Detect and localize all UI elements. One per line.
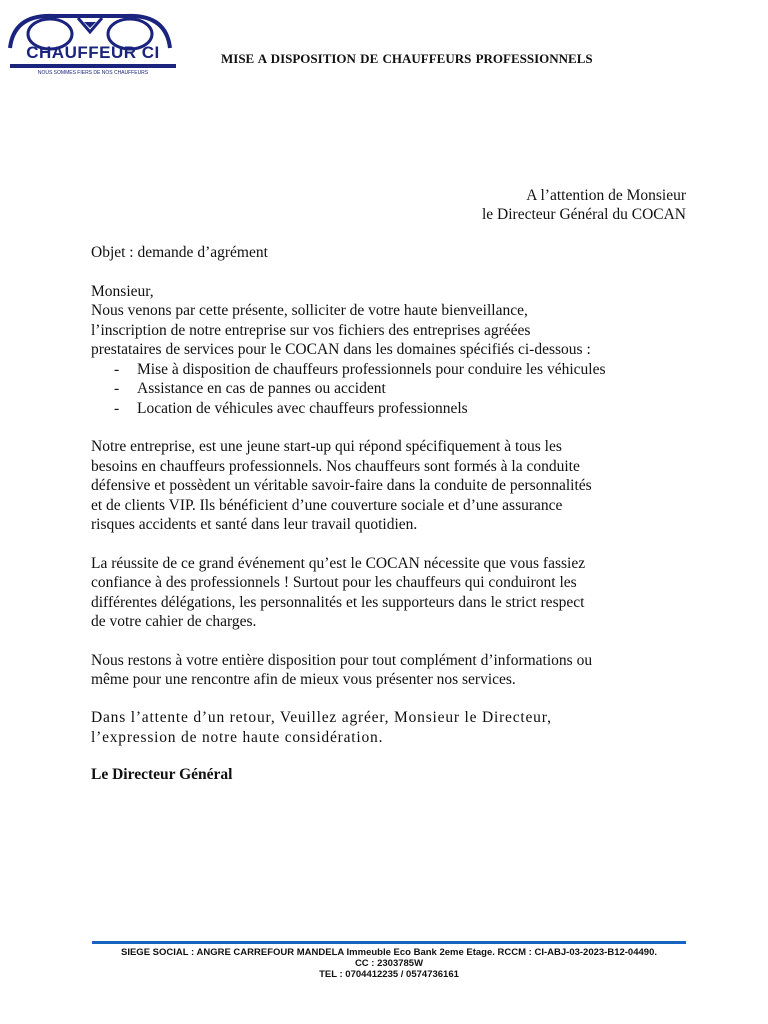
- signature-title: Le Directeur Général: [91, 765, 233, 783]
- salutation: Monsieur,: [91, 282, 154, 300]
- footer-address: SIEGE SOCIAL : ANGRE CARREFOUR MANDELA Immeuble Eco Bank 2eme Etage. RCCM : CI-ABJ-03-2023-B12-04490.: [121, 947, 657, 958]
- company-description-paragraph: [91, 437, 691, 535]
- intro-line: l’inscription de notre entreprise sur vos fichiers des entreprises agréées: [91, 321, 531, 339]
- logo-name: CHAUFFEUR CI: [26, 43, 160, 62]
- service-item: [91, 379, 691, 399]
- recipient-line-2: le Directeur Général du COCAN: [481, 206, 686, 223]
- paragraph-line: et de clients VIP. Ils bénéficient d’une couverture sociale et d’une assurance: [91, 496, 563, 514]
- intro-paragraph: [91, 282, 691, 419]
- paragraph-line: Notre entreprise, est une jeune start-up qui répond spécifiquement à tous les: [91, 438, 562, 455]
- recipient-block: [482, 186, 686, 224]
- subject-line: Objet : demande d’agrément: [91, 244, 268, 261]
- paragraph-line: La réussite de ce grand événement qu’est le COCAN nécessite que vous fassiez: [91, 554, 586, 572]
- bullet-dash: -: [114, 380, 120, 397]
- letter-body: [91, 243, 691, 784]
- closing-paragraph: [91, 708, 691, 748]
- footer-info: [92, 947, 686, 980]
- paragraph-line: besoins en chauffeurs professionnels. Nos chauffeurs sont formés à la conduite: [91, 457, 580, 475]
- service-item: [91, 360, 691, 380]
- logo-tagline: NOUS SOMMES FIERS DE NOS CHAUFFEURS: [37, 70, 149, 76]
- closing-line: l’expression de notre haute considération.: [91, 728, 384, 746]
- logo-underline: [10, 64, 176, 68]
- company-logo: [4, 6, 176, 76]
- paragraph-line: risques accidents et santé dans leur travail quotidien.: [91, 516, 418, 533]
- event-paragraph: [91, 554, 691, 632]
- availability-paragraph: [91, 651, 691, 690]
- service-item: [91, 399, 691, 419]
- service-item-text: Mise à disposition de chauffeurs professionnels pour conduire les véhicules: [137, 360, 606, 378]
- footer-divider: [92, 941, 686, 944]
- paragraph-line: confiance à des professionnels ! Surtout pour les chauffeurs qui conduiront les: [91, 574, 577, 591]
- services-list: [91, 360, 691, 419]
- service-item-text: Assistance en cas de pannes ou accident: [137, 380, 386, 397]
- closing-line: Dans l’attente d’un retour, Veuillez agréer, Monsieur le Directeur,: [91, 708, 552, 726]
- footer-cc: CC : 2303785W: [354, 958, 424, 969]
- paragraph-line: différentes délégations, les personnalités et les supporteurs dans le strict respect: [91, 593, 585, 611]
- paragraph-line: de votre cahier de charges.: [91, 613, 257, 630]
- intro-line: prestataires de services pour le COCAN dans les domaines spécifiés ci-dessous :: [91, 341, 591, 358]
- bullet-dash: -: [114, 399, 120, 417]
- footer-phone: TEL : 0704412235 / 0574736161: [319, 969, 459, 980]
- intro-line: Nous venons par cette présente, solliciter de votre haute bienveillance,: [91, 302, 528, 319]
- paragraph-line: même pour une rencontre afin de mieux vous présenter nos services.: [91, 671, 516, 688]
- service-item-text: Location de véhicules avec chauffeurs professionnels: [137, 399, 468, 417]
- paragraph-line: défensive et possèdent un véritable savoir-faire dans la conduite de personnalités: [91, 477, 592, 494]
- document-header-title: MISE A DISPOSITION DE CHAUFFEURS PROFESSIONNELS: [221, 51, 593, 66]
- paragraph-line: Nous restons à votre entière disposition pour tout complément d’informations ou: [91, 651, 593, 669]
- bullet-dash: -: [114, 360, 120, 378]
- recipient-line-1: A l’attention de Monsieur: [526, 187, 686, 204]
